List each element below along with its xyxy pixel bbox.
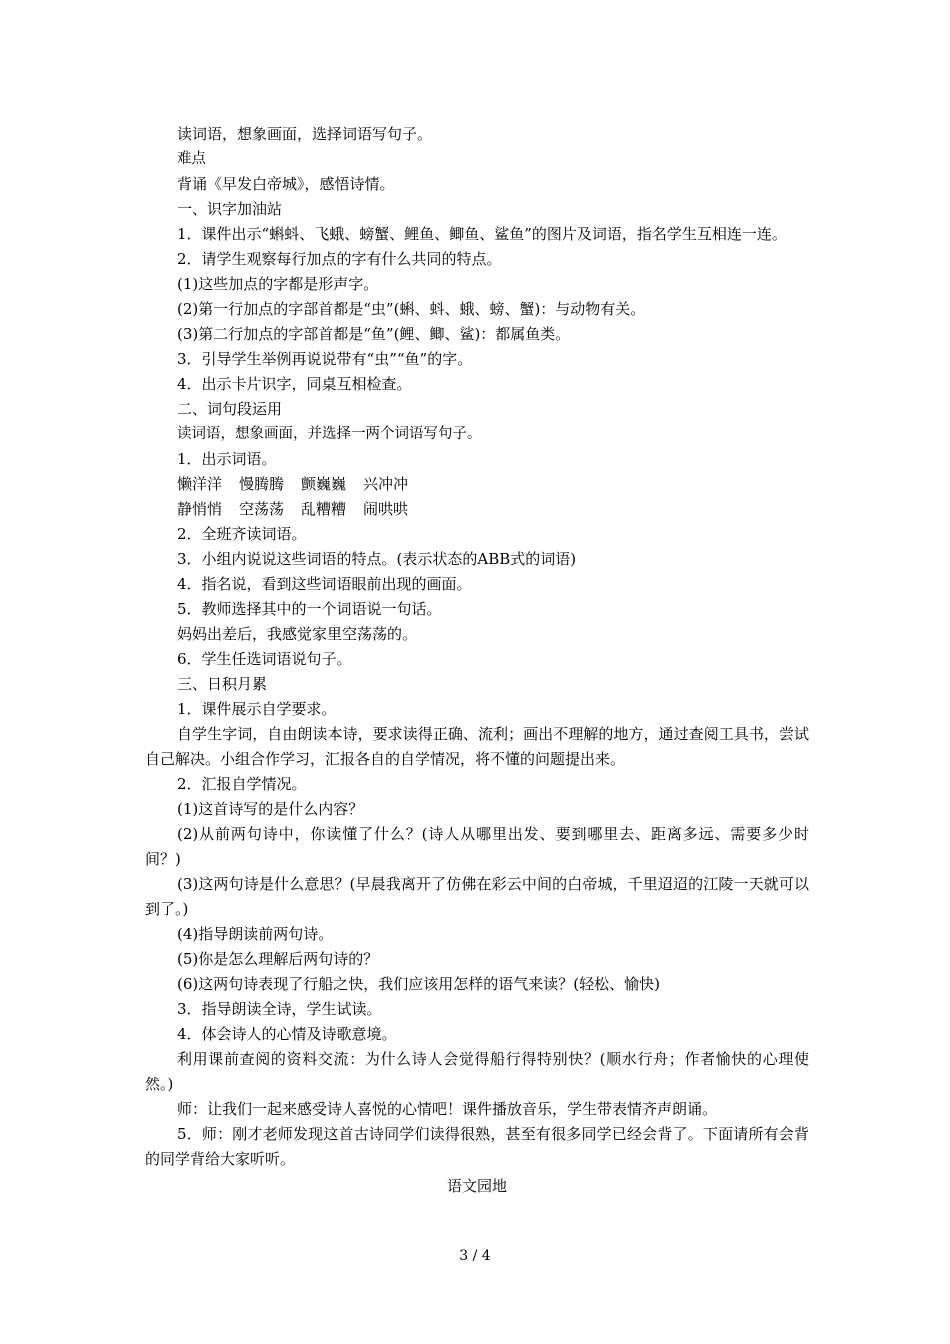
paragraph: 1．出示词语。 bbox=[177, 450, 277, 468]
paragraph: 5．师：刚才老师发现这首古诗同学们读得很熟，甚至有很多同学已经会背了。下面请所有会背的同学背给大家听听。 bbox=[145, 1125, 809, 1168]
task-instruction: 读词语，想象画面，并选择一两个词语写句子。 bbox=[177, 426, 482, 442]
paragraph: (1)这首诗写的是什么内容？ bbox=[177, 800, 364, 818]
paragraph: 2．汇报自学情况。 bbox=[177, 775, 307, 793]
paragraph: 1．课件展示自学要求。 bbox=[177, 700, 337, 718]
paragraph: 5．教师选择其中的一个词语说一句话。 bbox=[177, 600, 442, 618]
section-heading: 二、词句段运用 bbox=[177, 400, 283, 418]
document-body bbox=[145, 122, 809, 1199]
word-row bbox=[145, 472, 809, 497]
word: 闹哄哄 bbox=[363, 500, 409, 518]
paragraph: (3)这两句诗是什么意思？(早晨我离开了仿佛在彩云中间的白帝城，千里迢迢的江陵一天就可以到了。) bbox=[145, 875, 809, 918]
paragraph: 3．小组内说说这些词语的特点。(表示状态的ABB式的词语) bbox=[177, 550, 577, 568]
paragraph: (2)第一行加点的字部首都是“虫”(蝌、蚪、蛾、螃、蟹)：与动物有关。 bbox=[177, 300, 646, 318]
paragraph: (2)从前两句诗中，你读懂了什么？(诗人从哪里出发、要到哪里去、距离多远、需要多少时间？) bbox=[145, 825, 809, 868]
paragraph: 6．学生任选词语说句子。 bbox=[177, 650, 352, 668]
paragraph: (1)这些加点的字都是形声字。 bbox=[177, 275, 379, 293]
paragraph: 读词语，想象画面，选择词语写句子。 bbox=[177, 125, 433, 143]
paragraph: 4．出示卡片识字，同桌互相检查。 bbox=[177, 375, 412, 393]
section-label-difficulty: 难点 bbox=[177, 151, 206, 167]
word: 空荡荡 bbox=[239, 500, 285, 518]
paragraph: 背诵《早发白帝城》，感悟诗情。 bbox=[177, 175, 395, 193]
section-heading: 三、日积月累 bbox=[177, 675, 268, 693]
paragraph: (6)这两句诗表现了行船之快，我们应该用怎样的语气来读？(轻松、愉快) bbox=[177, 975, 660, 993]
page-number: 3 / 4 bbox=[459, 1248, 491, 1264]
word: 静悄悄 bbox=[177, 500, 223, 518]
paragraph: 1．课件出示“蝌蚪、飞蛾、螃蟹、鲤鱼、鲫鱼、鲨鱼”的图片及词语，指名学生互相连一连。 bbox=[177, 225, 787, 243]
paragraph: 2．请学生观察每行加点的字有什么共同的特点。 bbox=[177, 250, 502, 268]
paragraph: 3．指导朗读全诗，学生试读。 bbox=[177, 1000, 382, 1018]
word-row bbox=[145, 497, 809, 522]
paragraph: (4)指导朗读前两句诗。 bbox=[177, 925, 334, 943]
paragraph: (5)你是怎么理解后两句诗的？ bbox=[177, 950, 379, 968]
paragraph: 利用课前查阅的资料交流：为什么诗人会觉得船行得特别快？(顺水行舟；作者愉快的心理使然。) bbox=[145, 1050, 809, 1093]
word: 懒洋洋 bbox=[177, 475, 223, 493]
word: 兴冲冲 bbox=[363, 475, 409, 493]
word: 颤巍巍 bbox=[301, 475, 347, 493]
paragraph: 4．体会诗人的心情及诗歌意境。 bbox=[177, 1025, 397, 1043]
paragraph: 妈妈出差后，我感觉家里空荡荡的。 bbox=[177, 625, 418, 643]
word: 慢腾腾 bbox=[239, 475, 285, 493]
paragraph: 自学生字词，自由朗读本诗，要求读得正确、流利；画出不理解的地方，通过查阅工具书，尝试自己解决。小组合作学习，汇报各自的自学情况，将不懂的问题提出来。 bbox=[145, 725, 809, 768]
paragraph: 3．引导学生举例再说说带有“虫”“鱼”的字。 bbox=[177, 350, 473, 368]
paragraph: 2．全班齐读词语。 bbox=[177, 525, 307, 543]
paragraph: 师：让我们一起来感受诗人喜悦的心情吧！课件播放音乐，学生带表情齐声朗诵。 bbox=[177, 1100, 718, 1118]
paragraph: (3)第二行加点的字部首都是“鱼”(鲤、鲫、鲨)：都属鱼类。 bbox=[177, 325, 571, 343]
word: 乱糟糟 bbox=[301, 500, 347, 518]
section-title-centered: 语文园地 bbox=[446, 1177, 507, 1195]
paragraph: 4．指名说，看到这些词语眼前出现的画面。 bbox=[177, 575, 472, 593]
section-heading: 一、识字加油站 bbox=[177, 200, 283, 218]
